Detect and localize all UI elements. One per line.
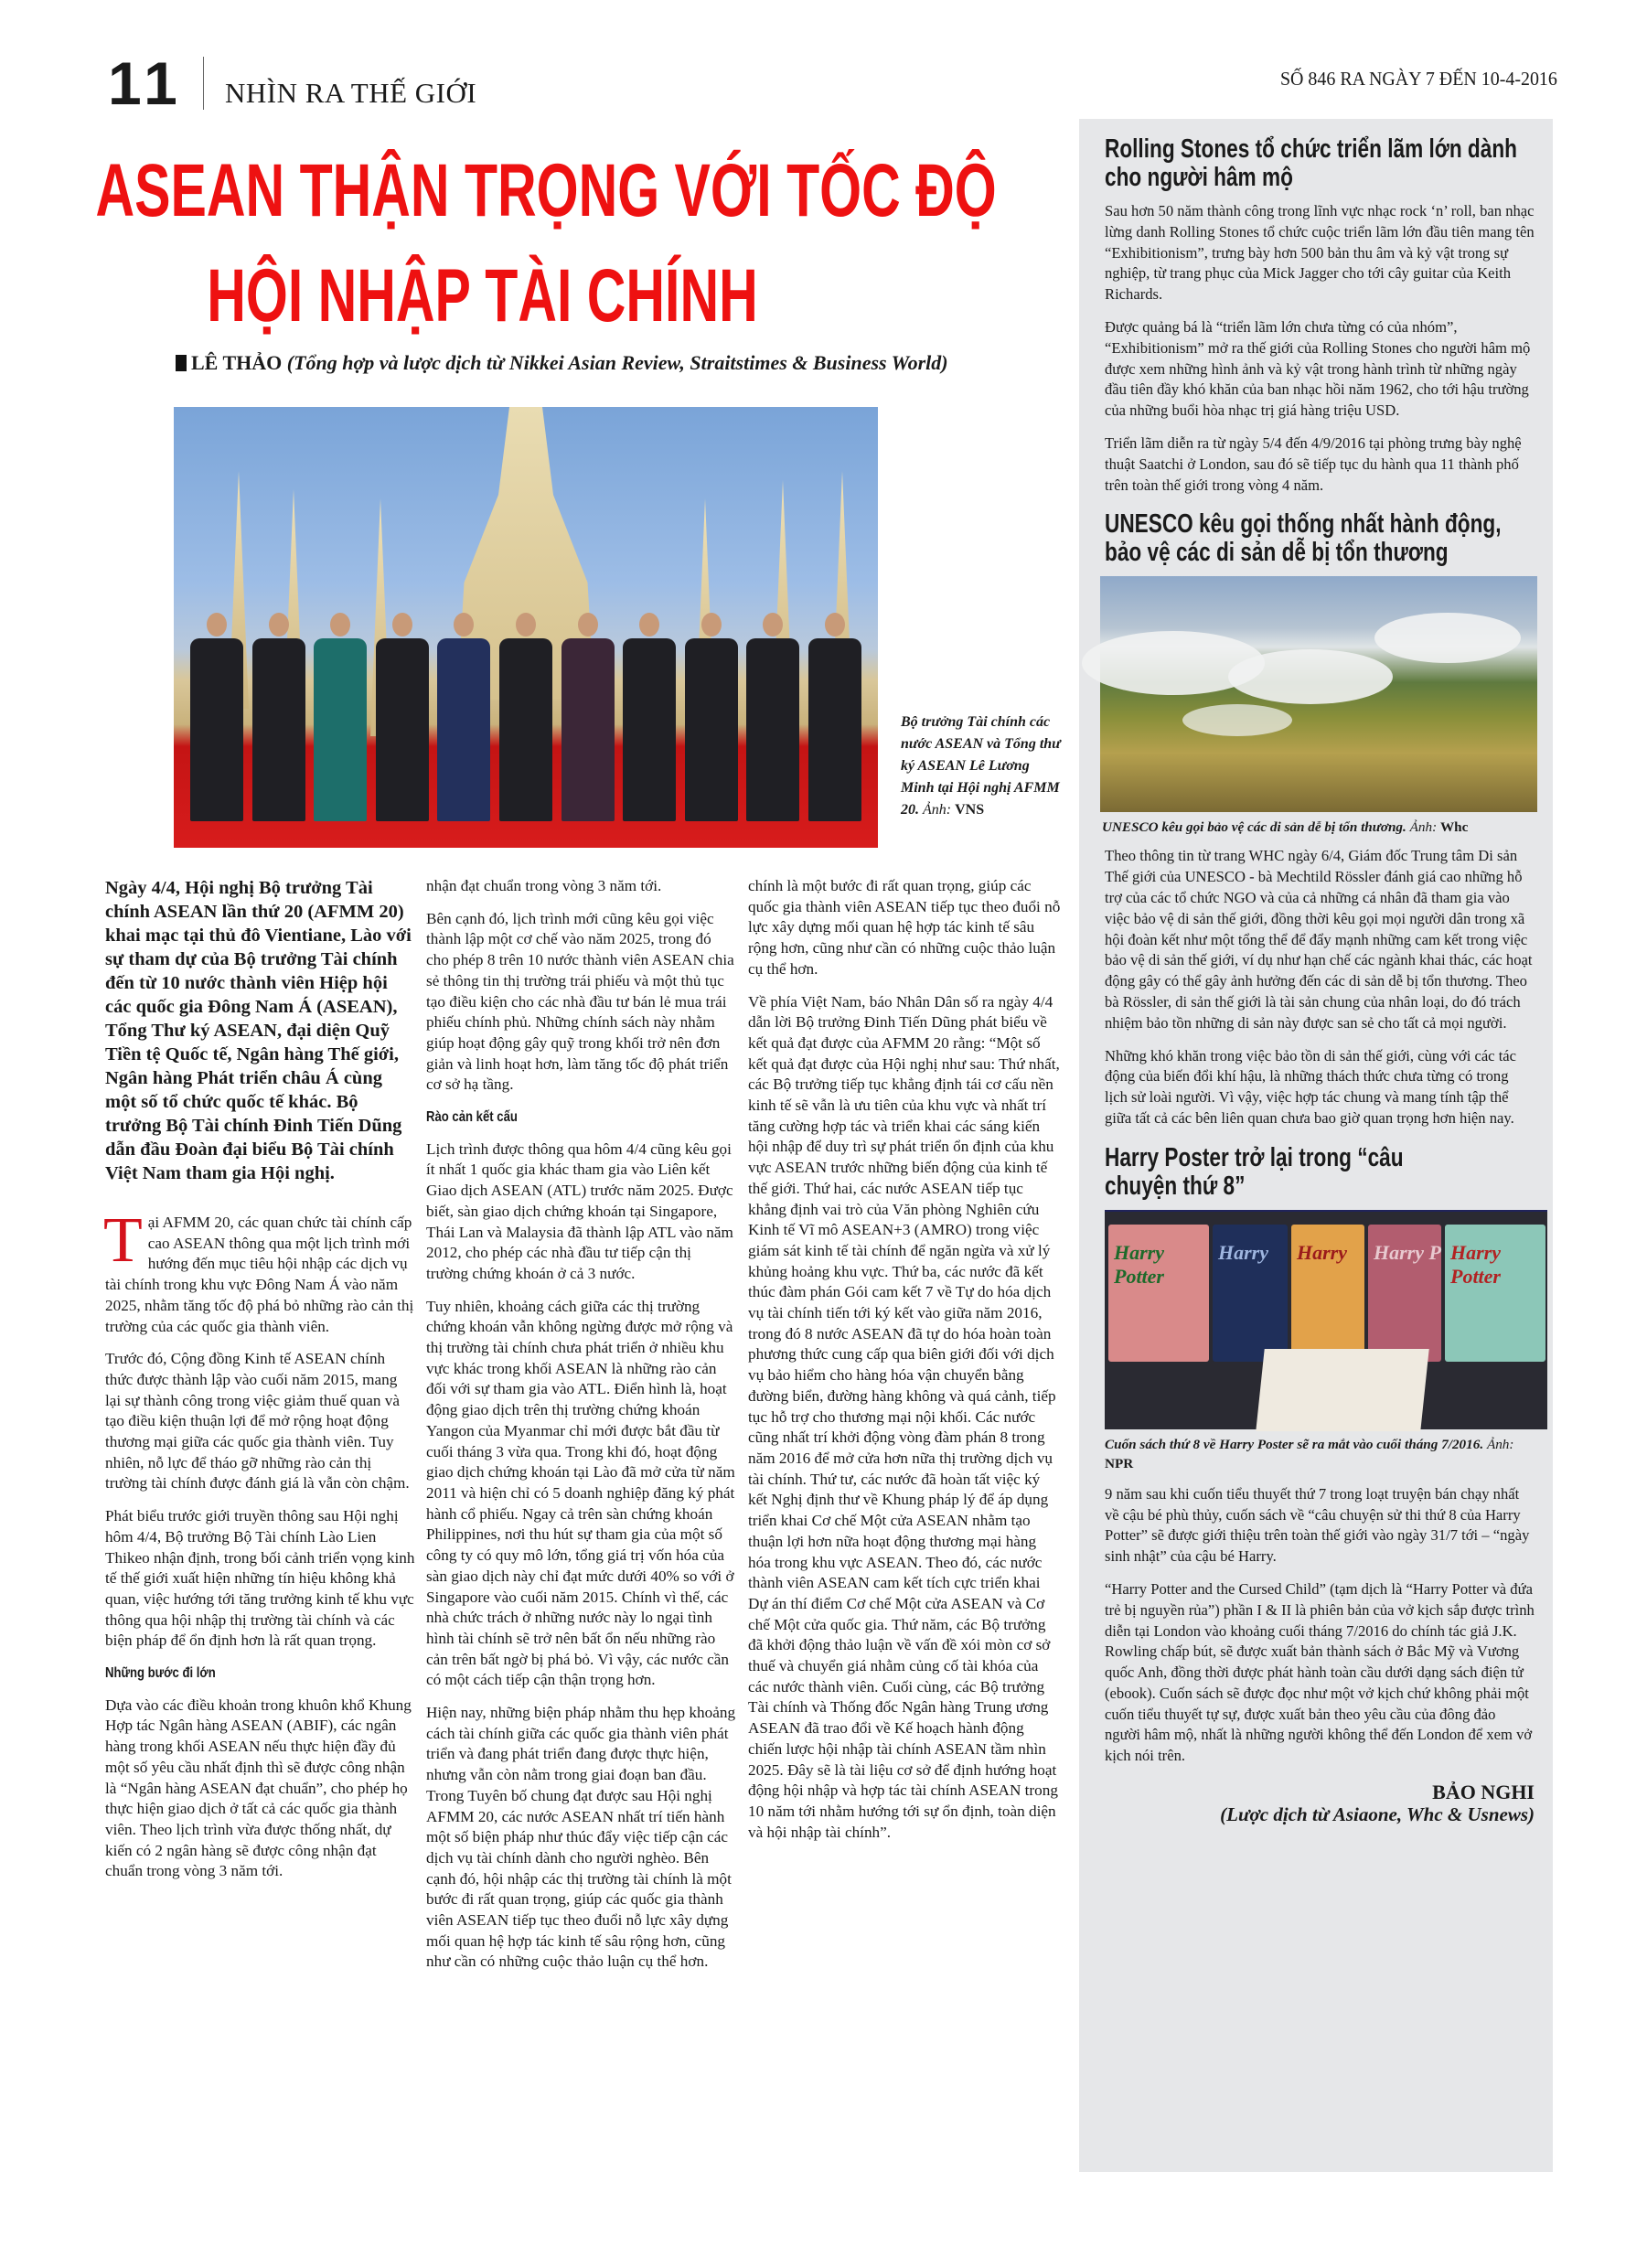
article-paragraph: Dựa vào các điều khoản trong khuôn khổ Khung Hợp tác Ngân hàng ASEAN (ABIF), các ngân hàng trong khối ASEAN nếu thực hiện đầy đủ một số yêu cầu nhất định thì sẽ được công nhận là “Ngân hàng ASEAN đạt chuẩn”, cho phép họ thực hiện giao dịch ở tất cả các quốc gia thành viên. Theo lịch trình vừa được thống nhất, dự kiến có 2 ngân hàng sẽ được công nhận đạt chuẩn trong vòng 3 năm tới.	[105, 1696, 412, 1880]
article-paragraph-continued: chính là một bước đi rất quan trọng, giúp các quốc gia thành viên ASEAN tiếp tục theo đuổi nỗ lực xây dựng mối quan hệ hợp tác kinh tế sâu rộng hơn, cũng như cần có những cuộc thảo luận cụ thể hơn.	[748, 877, 1061, 978]
photo-person	[314, 613, 367, 802]
article-lead: Ngày 4/4, Hội nghị Bộ trưởng Tài chính ASEAN lần thứ 20 (AFMM 20) khai mạc tại thủ đô Vientiane, Lào với sự tham dự của Bộ trưởng Tài chính đến từ 10 nước thành viên Hiệp hội các quốc gia Đông Nam Á (ASEAN), Tổng Thư ký ASEAN, đại diện Quỹ Tiền tệ Quốc tế, Ngân hàng Thế giới, Ngân hàng Phát triển châu Á cùng một số tổ chức quốc tế khác. Bộ trưởng Bộ Tài chính Đinh Tiến Dũng dẫn đầu Đoàn đại biểu Bộ Tài chính Việt Nam tham gia Hội nghị.	[105, 878, 412, 1183]
photo-person	[623, 613, 676, 802]
sidebar-paragraph: Theo thông tin từ trang WHC ngày 6/4, Giám đốc Trung tâm Di sản Thế giới của UNESCO - bà Mechtild Rössler đánh giá cao những hỗ trợ của các tổ chức NGO và của cả những cá nhân đã tham gia vào việc bảo vệ di sản thế giới, đồng thời kêu gọi mọi người dân trong xã hội đoàn kết như một tổng thể để đẩy mạnh những cam kết trong việc bảo vệ di sản thế giới, ví dụ như hạn chế các ngành khai thác, các hoạt động gây có thể gây ảnh hưởng đến các di sản dễ bị tổn thương. Theo bà Rössler, di sản thế giới là tài sản chung của nhân loại, do đó trách nhiệm bảo tồn những di sản này được san sẻ cho tất cả mọi người.	[1105, 847, 1533, 1032]
caption-credit-label: Ảnh:	[1409, 819, 1438, 836]
headline-line-1: ASEAN THẬN TRỌNG VỚI TỐC ĐỘ	[95, 149, 997, 232]
byline-source: (Tổng hợp và lược dịch từ Nikkei Asian Review, Straitstimes & Business World)	[286, 351, 948, 374]
sidebar-paragraph: Những khó khăn trong việc bảo tồn di sản thế giới, cùng với các tác động của biến đổi khí hậu, là những thách thức chưa từng có trong lịch sử loài người. Vì vậy, việc hợp tác chung và mang tính tập thể giữa tất cả các bên liên quan chưa bao giờ quan trọng hơn hiện nay.	[1105, 1046, 1517, 1127]
unesco-photo-caption	[1102, 818, 1535, 837]
book-cover: Harry Potter	[1445, 1225, 1545, 1362]
sidebar-headline-rolling-stones: Rolling Stones tổ chức triển lãm lớn dành cho người hâm mộ	[1105, 134, 1517, 192]
caption-text: UNESCO kêu gọi bảo vệ các di sản dễ bị tổn thương.	[1102, 819, 1406, 836]
photo-person	[685, 613, 738, 802]
photo-people-row	[190, 613, 861, 802]
harry-potter-books-photo	[1105, 1210, 1547, 1429]
byline	[176, 351, 948, 375]
book-cover: Harry	[1213, 1225, 1288, 1362]
paragraph-text: ại AFMM 20, các quan chức tài chính cấp cao ASEAN thông qua một lịch trình mới hướng đến mục tiêu hội nhập các dịch vụ tài chính trong khu vực Đông Nam Á vào năm 2025, nhằm tăng tốc độ phá bỏ những rào cản thị trường của các quốc gia thành viên.	[105, 1214, 414, 1335]
sidebar-headline-harry-potter: Harry Poster trở lại trong “câu chuyện thứ 8”	[1105, 1142, 1404, 1201]
photo-person	[190, 613, 243, 802]
drop-cap: T	[103, 1205, 143, 1276]
article-column-2	[426, 876, 737, 1971]
article-column-1	[105, 876, 416, 1878]
issue-info: SỐ 846 RA NGÀY 7 ĐẾN 10-4-2016	[1280, 68, 1557, 90]
sidebar-paragraph: “Harry Potter and the Cursed Child” (tạm dịch là “Harry Potter và đứa trẻ bị nguyền rủa”) phần I & II là phiên bản của vở kịch sắp được trình diễn tại London vào khoảng cuối tháng 7/2016 do chính tác giả J.K. Rowling chấp bút, sẽ được xuất bản thành sách ở Bắc Mỹ và Vương quốc Anh, đồng thời được phát hành toàn cầu dưới dạng sách điện tử (ebook). Cuốn sách sẽ được đọc như một vở kịch chứ không phải một cuốn tiểu thuyết tự sự, được xuất bản theo yêu cầu của đông đảo người hâm mộ, nhất là những người không thể đến London để xem vở kịch nói trên.	[1105, 1579, 1535, 1765]
photo-person	[746, 613, 799, 802]
page-number: 11	[108, 49, 183, 117]
byline-author: LÊ THẢO	[191, 351, 283, 374]
photo-cloud	[1182, 704, 1292, 736]
article-paragraph	[103, 1205, 416, 1337]
book-cover: Harry P	[1368, 1225, 1441, 1362]
sidebar-paragraph: 9 năm sau khi cuốn tiểu thuyết thứ 7 trong loạt truyện bán chạy nhất về cậu bé phù thủy, cuốn sách về “câu chuyện sử thi thứ 8 của Harry Potter” sẽ được giới thiệu trên toàn thế giới vào ngày 31/7 tới – “ngày sinh nhật” của cậu bé Harry.	[1105, 1484, 1530, 1566]
book-cover: Harry Potter	[1108, 1225, 1209, 1362]
section-name: NHÌN RA THẾ GIỚI	[225, 77, 477, 109]
article-paragraph: Lịch trình được thông qua hôm 4/4 cũng kêu gọi ít nhất 1 quốc gia khác tham gia vào Liên kết Giao dịch ASEAN (ATL) trước năm 2025. Được biết, sàn giao dịch chứng khoán tại Singapore, Thái Lan và Malaysia đã thành lập ATL vào năm 2012, cho phép các nhà đầu tư tiếp cận thị trường chứng khoán ở cả 3 nước.	[426, 1139, 733, 1282]
sidebar-paragraph: Triển lãm diễn ra từ ngày 5/4 đến 4/9/2016 tại phòng trưng bày nghệ thuật Saatchi ở London, sau đó sẽ tiếp tục du hành qua 11 thành phố trên toàn thế giới trong vòng 4 năm.	[1105, 433, 1522, 494]
photo-cloud	[1374, 613, 1521, 663]
caption-text: Bộ trưởng Tài chính các nước ASEAN và Tổng thư ký ASEAN Lê Lương Minh tại Hội nghị AFMM 20.	[901, 714, 1061, 818]
unesco-terraces-photo	[1100, 576, 1537, 812]
photo-person	[437, 613, 490, 802]
subheading: Rào cản kết cấu	[426, 1109, 518, 1126]
sidebar-paragraph: Sau hơn 50 năm thành công trong lĩnh vực nhạc rock ‘n’ roll, ban nhạc lừng danh Rolling Stones tổ chức cuộc triển lãm lớn đầu tiên mang tên “Exhibitionism”, trưng bày hơn 500 bản thu âm và kỷ vật trong sự nghiệp, từ trang phục của Mick Jagger cho tới cây guitar của Keith Richards.	[1105, 202, 1535, 304]
article-paragraph: Tuy nhiên, khoảng cách giữa các thị trường chứng khoán vẫn không ngừng được mở rộng và thị trường tài chính chưa phát triển ở nhiều khu vực khác trong khối ASEAN là những rào cản đối với sự tham gia vào ATL. Điển hình là, hoạt động giao dịch trên thị trường chứng khoán Yangon của Myanmar chỉ mới được bắt đầu từ cuối tháng 3 vừa qua. Trong khi đó, hoạt động giao dịch chứng khoán tại Lào đã mở cửa từ năm 2011 và hiện chỉ có 5 doanh nghiệp đăng ký phát hành cổ phiếu. Ngay cả trên sàn chứng khoán Philippines, nơi thu hút sự tham gia của một số công ty có quy mô lớn, tổng giá trị vốn hóa của sàn giao dịch này chỉ đạt mức dưới 40% so với ở Singapore vào cuối năm 2015. Chính vì thế, các nhà chức trách ở những nước này lo ngại tình hình tài chính sẽ trở nên bất ổn nếu những rào cản trên bất ngờ bị phá bỏ. Vì vậy, các nước cần có một cách tiếp cận thận trọng hơn.	[426, 1297, 735, 1689]
open-book	[1256, 1349, 1428, 1431]
book-cover: Harry	[1291, 1225, 1364, 1362]
sidebar-headline-unesco: UNESCO kêu gọi thống nhất hành động, bảo vệ các di sản dễ bị tổn thương	[1105, 509, 1502, 568]
article-paragraph-continued: nhận đạt chuẩn trong vòng 3 năm tới.	[426, 877, 662, 894]
photo-cloud	[1228, 649, 1393, 704]
header-divider	[203, 57, 204, 110]
caption-credit: NPR	[1105, 1455, 1134, 1471]
main-photo	[174, 407, 878, 848]
article-paragraph: Phát biểu trước giới truyền thông sau Hội nghị hôm 4/4, Bộ trưởng Bộ Tài chính Lào Lien Thikeo nhận định, trong bối cảnh triển vọng kinh tế thế giới xuất hiện những tín hiệu không khả quan, việc hướng tới tăng trưởng kinh tế khu vực thông qua hội nhập thị trường tài chính và các biện pháp để ổn định hơn là rất quan trọng.	[105, 1507, 415, 1650]
photo-person	[561, 613, 615, 802]
subheading: Những bước đi lớn	[105, 1665, 216, 1682]
caption-credit: Whc	[1439, 819, 1469, 836]
article-paragraph: Trước đó, Cộng đồng Kinh tế ASEAN chính thức được thành lập vào cuối năm 2015, mang lại sự thành công trong việc giảm thuế quan và tạo điều kiện thuận lợi để mở rộng hoạt động thương mại giữa các quốc gia thành viên. Tuy nhiên, nỗ lực để tháo gỡ những rào cản thị trường tài chính được đánh giá là vẫn còn chậm.	[105, 1350, 410, 1492]
photo-person	[808, 613, 861, 802]
article-paragraph: Về phía Việt Nam, báo Nhân Dân số ra ngày 4/4 dẫn lời Bộ trưởng Đinh Tiến Dũng phát biểu về kết quả đạt được của AFMM 20 rằng: “Một số kết quả đạt được của Hội nghị như sau: Thứ nhất, các Bộ trưởng tiếp tục khẳng định tái cơ cấu nền kinh tế sẽ vẫn là ưu tiên của khu vực và nhất trí tăng cường hợp tác và triển khai các sáng kiến hội nhập để duy trì sự phát triển ổn định của khu vực ASEAN trước những biến động của kinh tế thế giới. Thứ hai, các nước ASEAN tiếp tục khẳng định vai trò của Văn phòng Nghiên cứu Kinh tế Vĩ mô ASEAN+3 (AMRO) trong việc giám sát kinh tế tài chính để ngăn ngừa và xử lý khủng hoảng khu vực. Thứ ba, các nước đã kết thúc đàm phán Gói cam kết 7 về Tự do hóa dịch vụ tài chính tiến tới ký kết vào giữa năm 2016, trong đó 8 nước ASEAN đã tự do hóa hoàn toàn phương thức cung cấp qua biên giới đối với dịch vụ bảo hiểm cho hàng hóa vận chuyển bằng đường biển, đường hàng không và quá cảnh, tiếp tục hỗ trợ cho thương mại nội khối. Các nước cũng nhất trí khởi động vòng đàm phán 8 trong năm 2016 để mở cửa hơn nữa thị trường dịch vụ tài chính. Thứ tư, các nước đã hoàn tất việc ký kết Nghị định thư về Khung pháp lý để áp dụng triển khai Cơ chế Một cửa ASEAN nhằm tạo thuận lợi hơn nữa hoạt động thương mại hàng hóa trong khu vực ASEAN. Theo đó, các nước thành viên ASEAN cam kết tích cực triển khai Dự án thí điểm Cơ chế Một cửa ASEAN và Cơ chế Một cửa quốc gia. Thứ năm, các Bộ trưởng đã khởi động thảo luận về vấn đề xói mòn cơ sở thuế và chuyển giá nhằm củng cố tài khóa của các nước thành viên. Cuối cùng, các Bộ trưởng Tài chính và Thống đốc Ngân hàng Trung ương ASEAN đã trao đổi về Kế hoạch hành động chiến lược hội nhập tài chính ASEAN tầm nhìn 2025. Đây sẽ là tài liệu cơ sở để định hướng hoạt động hội nhập và hợp tác tài chính ASEAN trong 10 năm tới nhằm hướng tới sự ổn định, toàn diện và hội nhập tài chính”.	[748, 992, 1060, 1841]
sidebar-paragraph: Được quảng bá là “triển lãm lớn chưa từng có của nhóm”, “Exhibitionism” mở ra thế giới của Rolling Stones cho người hâm mộ được xem những hình ảnh và kỷ vật trong hành trình từ những ngày đầu tiên đầy khó khăn của ban nhạc hồi năm 1962, cho tới hậu trường của những buổi hòa nhạc trị giá hàng triệu USD.	[1105, 317, 1531, 420]
caption-credit-label: Ảnh:	[923, 802, 952, 818]
photo-person	[252, 613, 305, 802]
sidebar-author-source: (Lược dịch từ Asiaone, Whc & Usnews)	[1220, 1803, 1535, 1826]
byline-square-icon	[176, 355, 187, 371]
article-column-3	[748, 876, 1061, 1855]
sidebar-news-box	[1079, 119, 1553, 2172]
article-paragraph: Bên cạnh đó, lịch trình mới cũng kêu gọi việc thành lập một cơ chế vào năm 2025, trong đó cho phép 8 trên 10 nước thành viên ASEAN chia sẻ thông tin thị trường trái phiếu và một thủ tục tạo điều kiện cho các nhà đầu tư bán lẻ mua trái phiếu chính phủ. Những chính sách này nhằm giúp hoạt động gây quỹ trong khối trở nên đơn giản và linh hoạt hơn, làm tăng tốc độ phát triển cơ sở hạ tầng.	[426, 909, 734, 1094]
sidebar-author: BẢO NGHI	[1432, 1781, 1535, 1804]
caption-text: Cuốn sách thứ 8 về Harry Poster sẽ ra mắt vào cuối tháng 7/2016.	[1105, 1436, 1484, 1452]
harry-potter-photo-caption	[1105, 1435, 1535, 1473]
headline-line-2: HỘI NHẬP TÀI CHÍNH	[207, 254, 758, 337]
caption-credit-label: Ảnh:	[1486, 1436, 1514, 1452]
photo-person	[376, 613, 429, 802]
main-photo-caption	[901, 711, 1061, 821]
caption-credit: VNS	[955, 802, 985, 818]
article-paragraph: Hiện nay, những biện pháp nhằm thu hẹp khoảng cách tài chính giữa các quốc gia thành viên phát triển và đang phát triển đang được thực hiện, nhưng vẫn còn nằm trong giai đoạn ban đầu. Trong Tuyên bố chung đạt được sau Hội nghị AFMM 20, các nước ASEAN nhất trí tiến hành một số biện pháp như thúc đẩy việc tiếp cận các dịch vụ tài chính dành cho người nghèo. Bên cạnh đó, hội nhập các thị trường tài chính là một bước đi rất quan trọng, giúp các quốc gia thành viên ASEAN tiếp tục theo đuổi nỗ lực xây dựng mối quan hệ hợp tác kinh tế sâu rộng hơn, cũng như cần có những cuộc thảo luận cụ thể hơn.	[426, 1704, 736, 1971]
photo-person	[499, 613, 552, 802]
